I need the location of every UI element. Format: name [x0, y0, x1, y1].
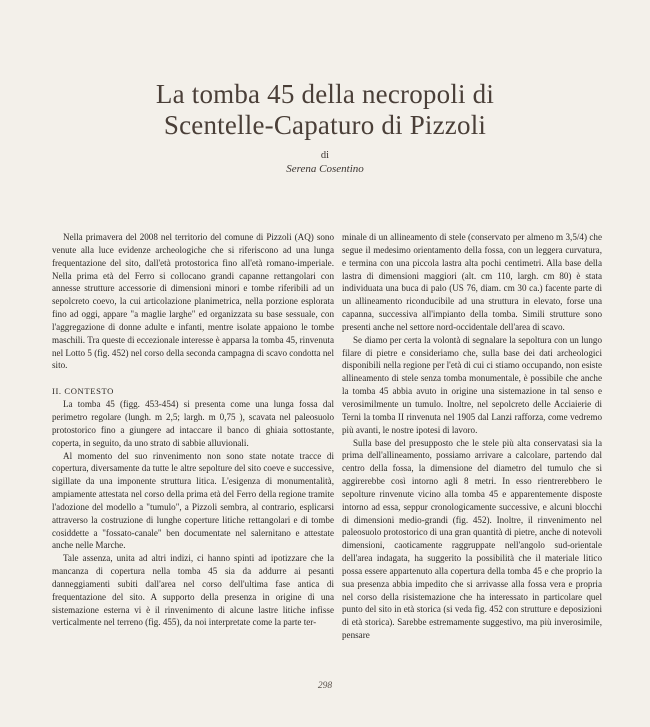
right-column [342, 231, 602, 642]
paragraph-contesto-3: Tale assenza, unita ad altri indizi, ci hanno spinti ad ipotizzare che la mancanza di copertura nella tomba 45 sia da addurre ai pesanti danneggiamenti subiti dall'area nel corso dell'ultima fase antica di frequentazione del sito. A supporto della presenza in origine di una sistemazione esterna vi è il rinvenimento di alcune lastre litiche infisse verticalmente nel terreno (fig. 455), da noi interpretate come la parte ter- [52, 553, 334, 628]
title-line-2: Scentelle-Capaturo di Pizzoli [163, 110, 487, 140]
section-heading: II. CONTESTO [52, 386, 114, 397]
paragraph-contesto-2: Al momento del suo rinvenimento non sono state notate tracce di copertura, diversamente da tutte le altre sepolture del sito coeve e successive, sigillate da una imponente struttura litica. L'esigenza di monumentalità, ampiamente attestata nel corso della prima età del Ferro della regione tramite l'adozione del modello a "tumulo", a Pizzoli sembra, al contrario, esplicarsi attraverso la costruzione di lunghe coperture litiche rettangolari e di tombe cosiddette a "fossato-canale" ben documentate nel salernitano e attestate anche nelle Marche. [52, 450, 334, 551]
left-column [52, 231, 334, 629]
paragraph-gap [52, 372, 334, 385]
paragraph-contesto-1: La tomba 45 (figg. 453-454) si presenta come una lunga fossa dal perimetro regolare (lungh. m 2,5; largh. m 0,75 ), scavata nel paleosuolo protostorico fino a giungere ad intaccare il banco di ghiaia sottostante, coperta, in seguito, da uno strato di sabbie alluvionali. [52, 399, 334, 448]
title-line-1: La tomba 45 della necropoli di [155, 79, 495, 109]
paragraph-right-2: Se diamo per certa la volontà di segnalare la sepoltura con un lungo filare di pietre e consideriamo che, sulla base dei dati archeologici disponibili nella regione per l'età di cui ci stiamo occupando, non esiste allineamento di stele senza tomba monumentale, è possibile che anche la tomba 45 abbia avuto in origine una sistemazione in tal senso e verosimilmente un tumulo. Inoltre, nel sepolcreto delle Acciaierie di Terni la tomba II rinvenuta nel 1905 dal Lanzi rafforza, come vedremo più avanti, le nostre ipotesi di lavoro. [342, 334, 602, 435]
paragraph-continued: minale di un allineamento di stele (conservato per almeno m 3,5/4) che segue il medesimo orientamento della fossa, con un leggera curvatura, e termina con una piccola lastra alta pochi centimetri. Alla base della lastra di dimensioni maggiori (alt. cm 110, largh. cm 80) è stata individuata una buca di palo (US 76, diam. cm 30 ca.) facente parte di un allineamento riconducibile ad una struttura in elevato, forse una capanna, successiva all'impianto della tomba. Simili strutture sono presenti anche nel settore nord-occidentale dell'area di scavo. [342, 232, 602, 332]
paragraph-intro: Nella primavera del 2008 nel territorio del comune di Pizzoli (AQ) sono venute alla luce evidenze archeologiche che si riferiscono ad una lunga frequentazione del sito, dall'età protostorica fino all'età romano-imperiale. Nella prima età del Ferro si collocano grandi capanne rettangolari con annesse strutture accessorie di dimensioni minori e tombe riferibili ad un sepolcreto coevo, la cui articolazione planimetrica, nella porzione esplorata fino ad oggi, appare "a maglie larghe" ed organizzata su base sessuale, con l'aggregazione di donne adulte e infanti, mentre isolate appaiono le tombe maschili. Tra queste di eccezionale interesse è apparsa la tomba 45, rinvenuta nel Lotto 5 (fig. 452) nel corso della seconda campagna di scavo condotta nel sito. [52, 232, 334, 371]
paragraph-right-3: Sulla base del presupposto che le stele più alta conservatasi sia la prima dell'allineamento, possiamo arrivare a calcolare, partendo dal centro della fossa, la dimensione del diametro del tumulo che si aggirerebbe così intorno agli 8 metri. In esso rientrerebbero le sepolture rinvenute vicino alla tomba 45 e apparentemente disposte intorno ad essa, seppur cronologicamente successive, e alcuni blocchi di dimensioni medio-grandi (fig. 452). Inoltre, il rinvenimento nel paleosuolo protostorico di una gran quantità di pietre, anche di notevoli dimensioni, caoticamente raggruppate nell'angolo sud-orientale dell'area indagata, ha suggerito la possibilità che il materiale litico possa essere appartenuto alla copertura della tomba 45 e che proprio la sua presenza abbia impedito che si arrivasse alla fossa vera e propria nel corso della risistemazione che ha interessato in particolare quel punto del sito in età storica (si veda fig. 452 con strutture e deposizioni di età storica). Sarebbe estremamente suggestivo, ma più inverosimile, pensare [342, 437, 602, 641]
page-number: 298 [317, 681, 333, 691]
article-title [0, 79, 650, 141]
byline-di: di [320, 150, 330, 161]
author-name: Serena Cosentino [286, 163, 364, 175]
